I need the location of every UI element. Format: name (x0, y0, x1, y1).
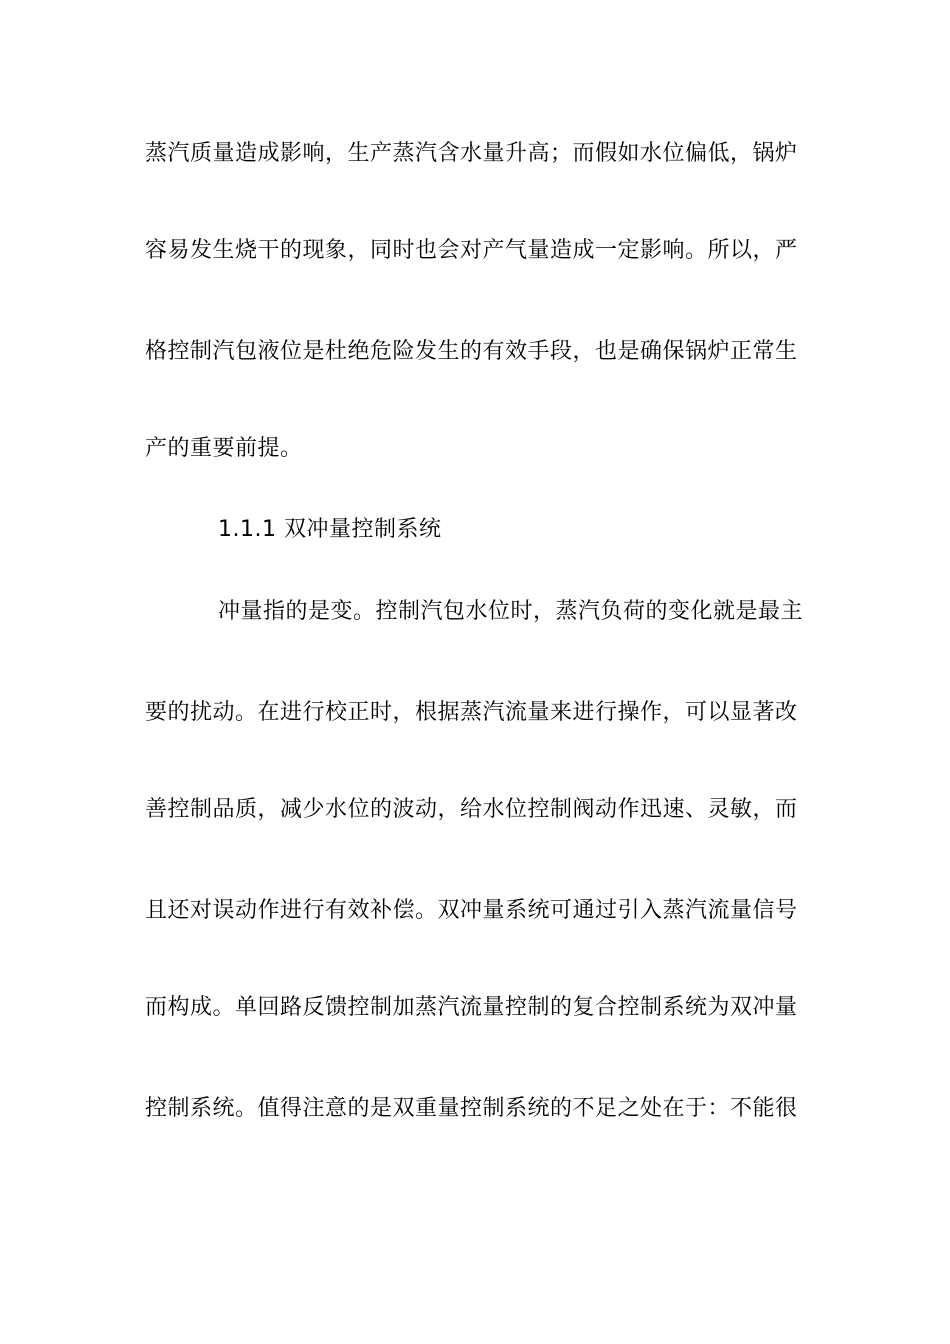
paragraph-line: 控制系统。值得注意的是双重量控制系统的不足之处在于：不能很 (145, 1096, 798, 1121)
paragraph-line: 善控制品质，减少水位的波动，给水位控制阀动作迅速、灵敏，而 (145, 797, 798, 822)
paragraph-line: 冲量指的是变。控制汽包水位时，蒸汽负荷的变化就是最主 (218, 599, 804, 624)
paragraph-line: 而构成。单回路反馈控制加蒸汽流量控制的复合控制系统为双冲量 (145, 995, 798, 1020)
paragraph-line: 蒸汽质量造成影响，生产蒸汽含水量升高；而假如水位偏低，锅炉 (145, 141, 798, 166)
paragraph-line: 产的重要前提。 (145, 436, 303, 461)
paragraph-line: 格控制汽包液位是杜绝危险发生的有效手段，也是确保锅炉正常生 (145, 339, 798, 364)
paragraph-line: 且还对误动作进行有效补偿。双冲量系统可通过引入蒸汽流量信号 (145, 898, 798, 923)
section-heading: 1.1.1 双冲量控制系统 (218, 517, 442, 542)
paragraph-line: 要的扰动。在进行校正时，根据蒸汽流量来进行操作，可以显著改 (145, 700, 798, 725)
paragraph-line: 容易发生烧干的现象，同时也会对产气量造成一定影响。所以，严 (145, 238, 798, 263)
